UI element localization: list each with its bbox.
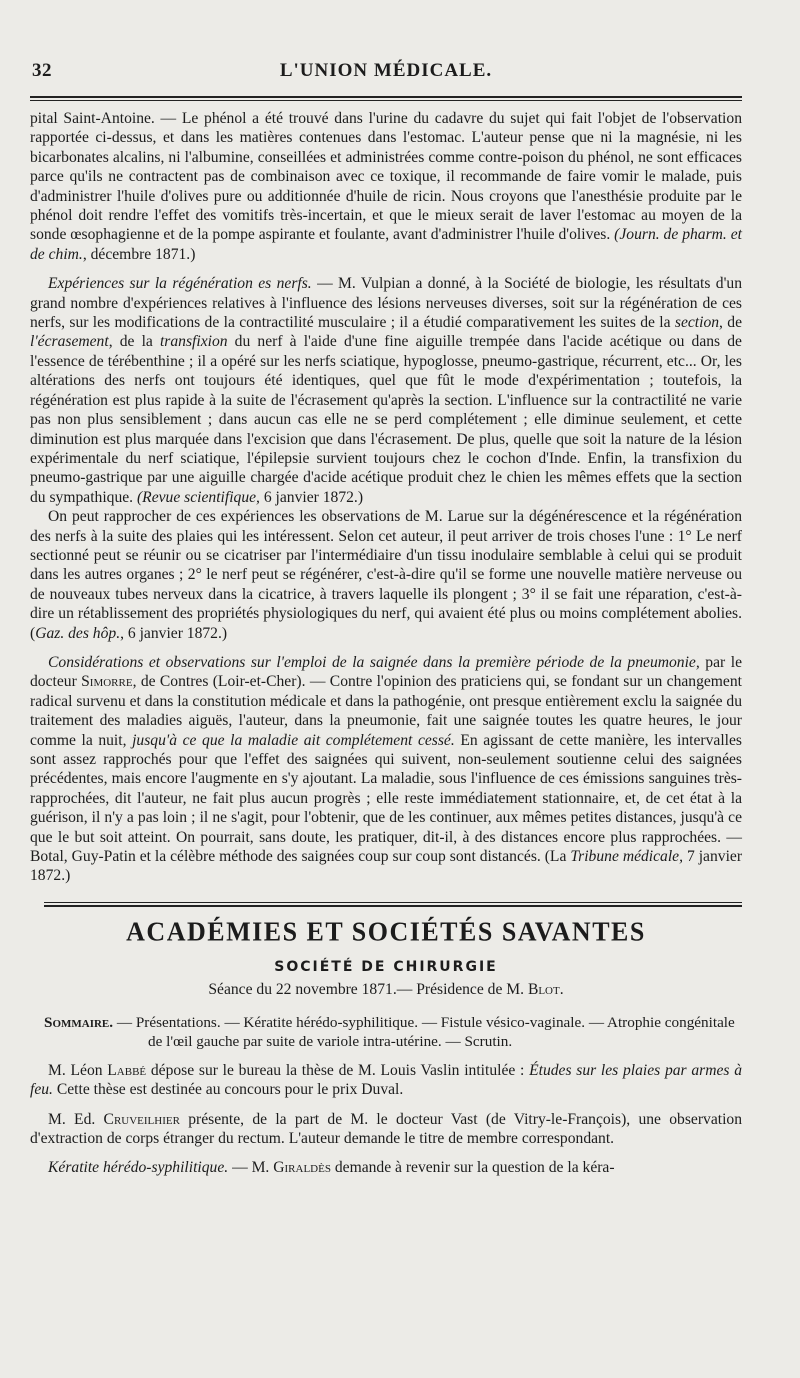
paragraph-larue: [30, 507, 742, 643]
paragraph-text: Cette thèse est destinée au concours pour le prix Duval.: [52, 1081, 404, 1099]
running-head: [30, 52, 742, 86]
source-citation: Tribune médicale,: [570, 848, 684, 866]
paragraph-text: , de: [719, 314, 743, 332]
society-name: SOCIÉTÉ DE CHIRURGIE: [274, 958, 498, 975]
paragraph-text: — M.: [228, 1159, 274, 1177]
paragraph-keratite: [30, 1158, 742, 1177]
session-summary: [30, 1013, 742, 1051]
session-text: Séance du 22 novembre 1871.— Présidence de M.: [208, 980, 528, 998]
paragraph-text: M. Léon: [48, 1061, 108, 1079]
paragraph-text: M. Ed.: [48, 1110, 104, 1128]
citation-date: 7 janvier 1872.): [30, 848, 743, 885]
paragraph-text: dépose sur le bureau la thèse de M. Louis Vaslin intitulée :: [146, 1061, 530, 1079]
paragraph-text: par le docteur: [30, 653, 742, 691]
paragraph-text: demande à revenir sur la question de la kéra-: [330, 1159, 615, 1177]
source-citation: Gaz. des hôp.: [35, 624, 121, 642]
summary-label: Sommaire.: [44, 1013, 114, 1031]
section-title: ACADÉMIES ET SOCIÉTÉS SAVANTES: [126, 916, 646, 947]
source-citation: (Journ. de pharm. et de chim.: [30, 226, 742, 263]
article-title: Expériences sur la régénération es nerfs.: [48, 275, 312, 293]
italic-term: section: [674, 314, 720, 332]
paragraph-text: — M. Vulpian a donné, à la Société de biologie, les résultats d'un grand nombre d'expériences relatives à l'influence des lésions nerveuses diverses, soit sur la régénération de ces nerfs, sur les modifications de la contractilité musculaire ; il a étudié comparativement les suites de la: [30, 275, 742, 332]
session-text: .: [559, 980, 564, 998]
page-number: 32: [32, 60, 52, 81]
italic-term: transfixion: [159, 333, 228, 351]
paragraph-text: , de la: [108, 333, 160, 351]
emphasis-text: jusqu'à ce que la maladie ait complétement cessé.: [132, 731, 455, 749]
paragraph-text: pital Saint-Antoine. — Le phénol a été trouvé dans l'urine du cadavre du sujet qui fait l'objet de l'observation rapportée ci-dessus, et dans les matières contenues dans l'estomac. L'auteur pense que ni la magnésie, ni les bicarbonates alcalins, ni l'albumine, conseillées et administrées comme contre-poison du phénol, ne sont efficaces parce qu'ils ne contractent pas de combinaison avec ce toxique, il recommande de faire vomir le malade, puis d'administrer l'huile d'olives pure ou additionnée d'huile de ricin. Nous croyons que l'anesthésie produite par le phénol doit rendre l'effet des vomitifs très-incertain, et que le mieux serait de laver l'estomac au moyen de la sonde œsophagienne et de la pompe aspirante et foulante, avant d'administrer l'huile d'olives.: [30, 110, 742, 244]
citation-date: , décembre 1871.): [82, 245, 196, 263]
paragraph-text: On peut rapprocher de ces expériences les observations de M. Larue sur la dégénérescence et la régénération des nerfs à la suite des plaies qui les intéressent. Selon cet auteur, il peut arriver de trois choses l'une : 1° Le nerf sectionné peut se réunir ou se cicatriser par l'intermédiaire d'un tissu inodulaire semblable à celui qui se produit dans les autres organes ; 2° le nerf peut se régénérer, c'est-à-dire qu'il se forme une nouvelle matière nerveuse ou de nouveaux tubes nerveux dans la cicatrice, à travers laquelle ils plongent ; 3° il se fait une réparation, c'est-à-dire un rétablissement des propriétés physiologiques du nerf, qui avaient été plus ou moins complétement abolies. (: [30, 508, 742, 642]
paragraph-text: du nerf à l'aide d'une fine aiguille trempée dans l'acide acétique ou dans de l'essence de térébenthine ; il a opéré sur les nerfs sciatique, hypoglosse, pneumo-gastrique, récurrent, etc... Or, les altérations des nerfs ont toujours été identiques, quel que fût le mode d'expérimentation ; toutefois, la régénération est plus rapide à la suite de l'écrasement qu'après la section. L'influence sur la contractilité ne varie pas non plus sensiblement ; dans aucun cas elle ne se perd complétement ; elle diminue seulement, et cette diminution est plus marquée dans l'excision que dans l'écrasement. De plus, quelle que soit la nature de la lésion expérimentale du nerf sciatique, l'épilepsie survient toujours chez le cochon d'Inde. Enfin, la transfixion du pneumo-gastrique par une aiguille chargée d'acide acétique produit chez le chien les mêmes effets que la section du sympathique.: [30, 333, 742, 506]
person-name: Labbé: [107, 1061, 147, 1079]
paragraph-nerve-regeneration: [30, 274, 742, 507]
article-title: Considérations et observations sur l'emploi de la saignée dans la première période de la pneumonie,: [48, 653, 700, 671]
paragraph-saignee: [30, 653, 742, 886]
citation-date: , 6 janvier 1872.): [120, 624, 228, 642]
italic-term: l'écrasement: [30, 333, 109, 351]
author-name: Simorre: [81, 673, 133, 691]
paragraph-text: présente, de la part de M. le docteur Vast (de Vitry-le-François), une observation d'extraction de corps étranger du rectum. L'auteur demande le titre de membre correspondant.: [30, 1110, 743, 1148]
session-line: [30, 981, 742, 999]
citation-date: 6 janvier 1872.): [259, 488, 364, 506]
section-rule: [44, 902, 742, 907]
person-name: Cruveilhier: [103, 1110, 180, 1128]
paragraph-labbe: [30, 1061, 742, 1100]
paragraph-cruveilhier: [30, 1110, 742, 1149]
paragraph-text: En agissant de cette manière, les intervalles sont assez rapprochés pour que l'effet des saignées qui suivent, non-seulement soutienne celui des saignées précédentes, mais encore l'augmente en s'y ajoutant. La maladie, sous l'influence de ces émissions sanguines très-rapprochées, dit l'auteur, ne fait plus aucun progrès ; elle reste immédiatement stationnaire, et, de cet état à la guérison, il n'y a pas loin ; il ne s'agit, pour l'obtenir, que de les continuer, aux mêmes petites distances, jusqu'à ce que le but soit atteint. On pourrait, sans doute, les pratiquer, dit-il, à des distances encore plus rapprochées. — Botal, Guy-Patin et la célèbre méthode des saignées coup sur coup sont distancés. (La: [30, 731, 742, 866]
article-title: Kératite hérédo-syphilitique.: [48, 1159, 229, 1177]
journal-title: L'UNION MÉDICALE.: [279, 60, 493, 81]
source-citation: (Revue scientifique,: [136, 488, 260, 506]
thesis-title: Études sur les plaies par armes à feu.: [30, 1061, 742, 1099]
paragraph-text: , de Contres (Loir-et-Cher). — Contre l'opinion des praticiens qui, se fondant sur un changement radical survenu et dans la constitution médicale et dans la pathogénie, ont presque entièrement exclu la saignée du traitement des maladies aiguës, l'auteur, dans la pneumonie, fait une saignée toutes les quatre heures, le jour comme la nuit,: [30, 673, 742, 749]
president-name: Blot: [527, 980, 560, 998]
header-rule: [30, 96, 742, 101]
person-name: Giraldès: [273, 1159, 331, 1177]
paragraph-phenol: [30, 109, 742, 264]
summary-text: — Présentations. — Kératite hérédo-syphilitique. — Fistule vésico-vaginale. — Atrophie congénitale de l'œil gauche par suite de variole intra-utérine. — Scrutin.: [113, 1013, 735, 1050]
